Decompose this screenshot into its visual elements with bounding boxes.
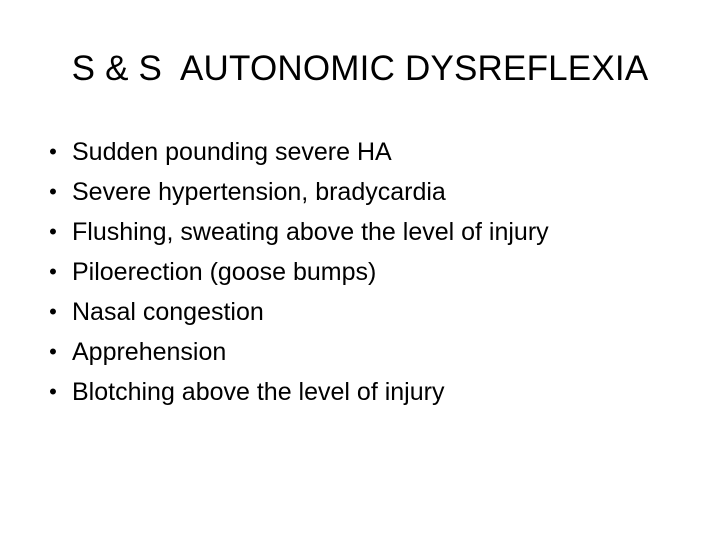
bullet-text: Severe hypertension, bradycardia bbox=[72, 178, 446, 206]
bullet-icon: • bbox=[49, 139, 57, 164]
bullet-icon: • bbox=[49, 259, 57, 284]
bullet-text: Apprehension bbox=[72, 338, 227, 366]
bullet-icon: • bbox=[49, 219, 57, 244]
bullet-icon: • bbox=[49, 339, 57, 364]
bullet-icon: • bbox=[49, 299, 57, 324]
bullet-text: Blotching above the level of injury bbox=[72, 378, 445, 406]
bullet-icon: • bbox=[49, 179, 57, 204]
bullet-text: Flushing, sweating above the level of injury bbox=[72, 218, 549, 246]
bullet-text: Sudden pounding severe HA bbox=[72, 138, 392, 166]
bullet-icon: • bbox=[49, 379, 57, 404]
slide-title: S & S AUTONOMIC DYSREFLEXIA bbox=[71, 49, 649, 88]
bullet-text: Piloerection (goose bumps) bbox=[72, 258, 377, 286]
bullet-text: Nasal congestion bbox=[72, 298, 264, 326]
